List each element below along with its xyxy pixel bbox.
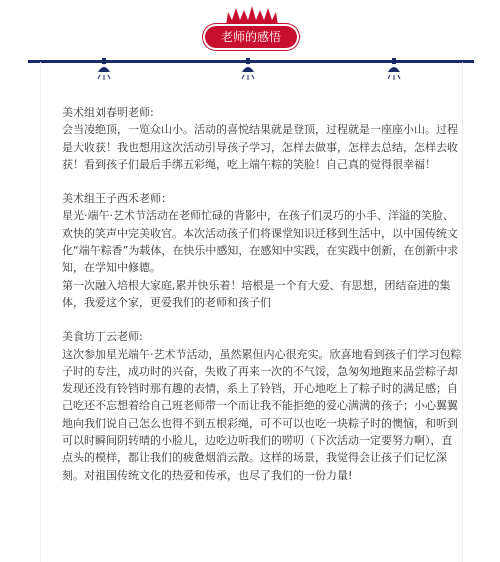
reflection-paragraph: 第一次融入培根大家庭,累并快乐着！培根是一个有大爱、有思想，团结奋进的集体，我爱这个家，更爱我们的老师和孩子们 <box>62 278 451 309</box>
reflection-paragraph: 这次参加星光端午·艺术节活动，虽然累但内心很充实。欣喜地看到孩子们学习包粽子时的专注，成功时的兴奋，失败了再来一次的不气馁，急匆匆地跑来品尝粽子却发现还没有铃铛时那有趣的表情，系上了铃铛，开心地吃上了粽子时的满足感；自己吃还不忘想着给自己班老师带一个而让我不能拒绝的爱心满满的孩子；小心翼翼地向我们说自己怎么也得不到五根彩绳，可不可以也吃一块粽子时的懊恼，和听到可以时瞬间阴转晴的小脸儿，边吃边听我们的唠叨（下次活动一定要努力啊），直点头的模样，都让我们的疲惫烟消云散。这样的场景，我觉得会让孩子们记忆深刻。对祖国传统文化的热爱和传承，也尽了我们的一份力量! <box>62 347 462 482</box>
reflection-paragraph: 星光·端午·艺术节活动在老师忙碌的背影中，在孩子们灵巧的小手、洋溢的笑脸、欢快的笑声中完美收官。本次活动孩子们将课堂知识迁移到生活中，以中国传统文化“端午粽香”为载体，在快乐中感知，在感知中实践，在实践中创新，在创新中求知，在学知中修德。 <box>62 209 459 275</box>
author-name: 美术组刘春明老师: <box>62 106 154 119</box>
teacher-reflection-section <box>62 104 462 173</box>
teacher-reflection-section <box>62 190 462 311</box>
author-name: 美食坊丁云老师: <box>62 330 143 344</box>
article-body <box>62 104 462 501</box>
author-name: 美术组王子西禾老师： <box>62 192 172 206</box>
crown-decoration-icon <box>222 6 282 26</box>
reflection-paragraph: 会当凌绝顶，一览众山小。活动的喜悦结果就是登顶，过程就是一座座小山。过程是大收获！我也想用这次活动引导孩子学习，怎样去做事，怎样去总结，怎样去收获！看到孩子们最后手绑五彩绳，吃上端午粽的笑脸！自己真的觉得很幸福！ <box>62 123 458 171</box>
section-title-badge: 老师的感悟 <box>205 26 297 48</box>
teacher-reflection-section <box>62 328 462 484</box>
